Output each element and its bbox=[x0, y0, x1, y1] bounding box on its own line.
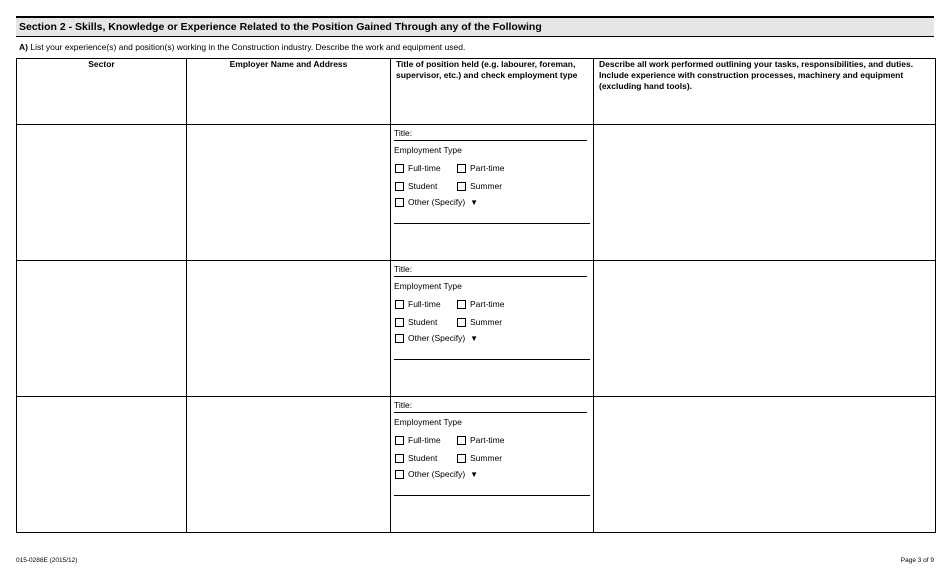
part-time-option bbox=[457, 435, 504, 446]
position-cell bbox=[391, 261, 594, 397]
form-number: 015-0288E (2015/12) bbox=[16, 557, 78, 564]
dropdown-arrow-icon[interactable]: ▼ bbox=[470, 333, 479, 343]
part-time-option bbox=[457, 163, 504, 174]
other-checkbox[interactable] bbox=[395, 334, 404, 343]
full-time-label: Full-time bbox=[408, 162, 441, 173]
full-time-option bbox=[395, 435, 457, 446]
instruction-text bbox=[19, 41, 465, 53]
other-checkbox[interactable] bbox=[395, 198, 404, 207]
table-row bbox=[17, 261, 936, 397]
full-time-checkbox[interactable] bbox=[395, 164, 404, 173]
instruction-prefix: A) bbox=[19, 42, 28, 52]
summer-option bbox=[457, 453, 502, 464]
column-header-position: Title of position held (e.g. labourer, foreman, supervisor, etc.) and check employment type bbox=[391, 59, 594, 125]
section-header: Section 2 - Skills, Knowledge or Experience Related to the Position Gained Through any of the Following bbox=[16, 16, 934, 37]
part-time-label: Part-time bbox=[470, 434, 505, 445]
table-row bbox=[17, 125, 936, 261]
student-checkbox[interactable] bbox=[395, 318, 404, 327]
checkbox-row bbox=[395, 468, 478, 480]
employer-field[interactable] bbox=[187, 125, 391, 261]
employment-type-label: Employment Type bbox=[394, 145, 462, 155]
title-field[interactable] bbox=[394, 128, 587, 141]
other-label: Other (Specify) bbox=[408, 332, 466, 343]
employer-field[interactable] bbox=[187, 261, 391, 397]
student-label: Student bbox=[408, 316, 438, 327]
title-field[interactable] bbox=[394, 264, 587, 277]
other-checkbox[interactable] bbox=[395, 470, 404, 479]
table-header-row bbox=[17, 59, 936, 125]
student-option bbox=[395, 317, 457, 328]
student-checkbox[interactable] bbox=[395, 182, 404, 191]
summer-label: Summer bbox=[470, 452, 503, 463]
part-time-checkbox[interactable] bbox=[457, 436, 466, 445]
summer-option bbox=[457, 181, 502, 192]
column-header-employer: Employer Name and Address bbox=[187, 59, 391, 125]
other-specify-field[interactable] bbox=[394, 223, 590, 224]
description-field[interactable] bbox=[594, 125, 936, 261]
other-specify-field[interactable] bbox=[394, 495, 590, 496]
checkbox-row bbox=[395, 162, 504, 174]
student-label: Student bbox=[408, 452, 438, 463]
position-cell bbox=[391, 397, 594, 533]
other-option bbox=[395, 333, 478, 344]
student-option bbox=[395, 181, 457, 192]
other-option bbox=[395, 197, 478, 208]
full-time-option bbox=[395, 299, 457, 310]
student-label: Student bbox=[408, 180, 438, 191]
experience-table bbox=[16, 58, 936, 533]
sector-field[interactable] bbox=[17, 125, 187, 261]
sector-field[interactable] bbox=[17, 397, 187, 533]
instruction-body: List your experience(s) and position(s) working in the Construction industry. Describe the work and equipment used. bbox=[27, 42, 466, 52]
part-time-option bbox=[457, 299, 504, 310]
other-specify-field[interactable] bbox=[394, 359, 590, 360]
summer-checkbox[interactable] bbox=[457, 454, 466, 463]
checkbox-row bbox=[395, 434, 504, 446]
part-time-checkbox[interactable] bbox=[457, 300, 466, 309]
part-time-label: Part-time bbox=[470, 298, 505, 309]
summer-checkbox[interactable] bbox=[457, 182, 466, 191]
summer-checkbox[interactable] bbox=[457, 318, 466, 327]
title-field[interactable] bbox=[394, 400, 587, 413]
full-time-checkbox[interactable] bbox=[395, 300, 404, 309]
description-field[interactable] bbox=[594, 397, 936, 533]
student-option bbox=[395, 453, 457, 464]
student-checkbox[interactable] bbox=[395, 454, 404, 463]
title-label: Title: bbox=[394, 128, 413, 138]
part-time-label: Part-time bbox=[470, 162, 505, 173]
employment-type-label: Employment Type bbox=[394, 281, 462, 291]
sector-field[interactable] bbox=[17, 261, 187, 397]
checkbox-row bbox=[395, 332, 478, 344]
dropdown-arrow-icon[interactable]: ▼ bbox=[470, 469, 479, 479]
page-number: Page 3 of 9 bbox=[900, 557, 934, 564]
title-label: Title: bbox=[394, 400, 413, 410]
checkbox-row bbox=[395, 316, 502, 328]
description-field[interactable] bbox=[594, 261, 936, 397]
other-label: Other (Specify) bbox=[408, 196, 466, 207]
summer-label: Summer bbox=[470, 180, 503, 191]
column-header-sector: Sector bbox=[17, 59, 187, 125]
employer-field[interactable] bbox=[187, 397, 391, 533]
part-time-checkbox[interactable] bbox=[457, 164, 466, 173]
other-option bbox=[395, 469, 478, 480]
title-label: Title: bbox=[394, 264, 413, 274]
table-row bbox=[17, 397, 936, 533]
employment-type-label: Employment Type bbox=[394, 417, 462, 427]
dropdown-arrow-icon[interactable]: ▼ bbox=[470, 197, 479, 207]
checkbox-row bbox=[395, 180, 502, 192]
other-label: Other (Specify) bbox=[408, 468, 466, 479]
position-cell bbox=[391, 125, 594, 261]
checkbox-row bbox=[395, 452, 502, 464]
full-time-option bbox=[395, 163, 457, 174]
full-time-checkbox[interactable] bbox=[395, 436, 404, 445]
checkbox-row bbox=[395, 196, 478, 208]
summer-label: Summer bbox=[470, 316, 503, 327]
summer-option bbox=[457, 317, 502, 328]
full-time-label: Full-time bbox=[408, 298, 441, 309]
full-time-label: Full-time bbox=[408, 434, 441, 445]
checkbox-row bbox=[395, 298, 504, 310]
column-header-describe: Describe all work performed outlining your tasks, responsibilities, and duties. Include experience with construction processes, machinery and equipment (excluding hand tools). bbox=[594, 59, 936, 125]
